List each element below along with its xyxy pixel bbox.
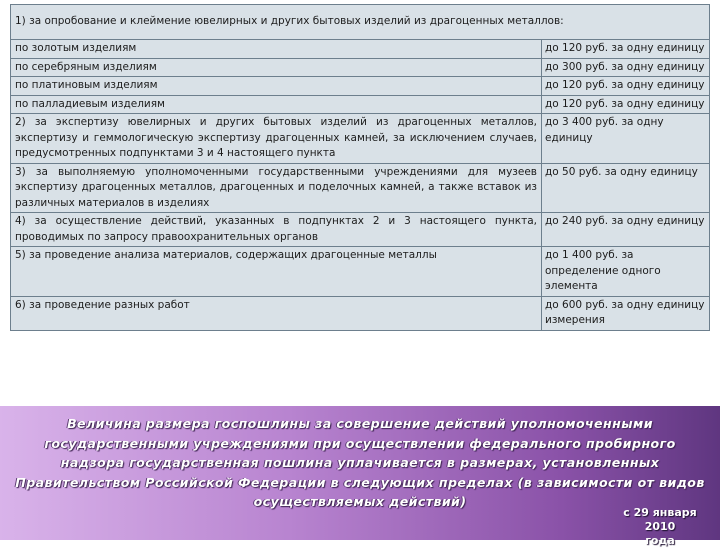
service-cell: 6) за проведение разных работ <box>11 296 542 330</box>
table-row <box>11 163 710 213</box>
service-cell: 4) за осуществление действий, указанных в подпунктах 2 и 3 настоящего пункта, проводимых по запросу правоохранительных органов <box>11 213 542 247</box>
table-row <box>11 40 710 59</box>
fee-cell: до 50 руб. за одну единицу <box>542 163 710 213</box>
date-badge-line-2: года <box>645 534 675 547</box>
table-row <box>11 58 710 77</box>
banner-text: Величина размера госпошлины за совершение действий уполномоченными государственными учреждениями при осуществлении федерального пробирного надзора государственная пошлина уплачивается в размерах, установленных Правительством Российской Федерации в следующих пределах (в зависимости от видов осуществляемых действий) <box>15 416 705 509</box>
table-header-row <box>11 5 710 40</box>
fee-cell: до 120 руб. за одну единицу <box>542 95 710 114</box>
fee-cell: до 3 400 руб. за одну единицу <box>542 114 710 164</box>
date-badge-line-1: с 29 января 2010 <box>623 506 697 533</box>
fee-cell: до 600 руб. за одну единицу измерения <box>542 296 710 330</box>
service-cell: по золотым изделиям <box>11 40 542 59</box>
fee-cell: до 120 руб. за одну единицу <box>542 77 710 96</box>
table-row <box>11 296 710 330</box>
fee-table <box>10 4 710 331</box>
fee-table-container <box>10 4 709 331</box>
table-row <box>11 213 710 247</box>
fee-cell: до 120 руб. за одну единицу <box>542 40 710 59</box>
table-row <box>11 114 710 164</box>
service-cell: 3) за выполняемую уполномоченными государственными учреждениями для музеев экспертизу драгоценных металлов, драгоценных и поделочных камней, а также вставок из различных материалов в изделиях <box>11 163 542 213</box>
service-cell: по платиновым изделиям <box>11 77 542 96</box>
fee-cell: до 300 руб. за одну единицу <box>542 58 710 77</box>
table-row <box>11 247 710 297</box>
table-row <box>11 77 710 96</box>
service-cell: 2) за экспертизу ювелирных и других бытовых изделий из драгоценных металлов, экспертизу и геммологическую экспертизу драгоценных камней, за исключением случаев, предусмотренных подпунктами 3 и 4 настоящего пункта <box>11 114 542 164</box>
fee-cell: до 240 руб. за одну единицу <box>542 213 710 247</box>
table-header-cell: 1) за опробование и клеймение ювелирных и других бытовых изделий из драгоценных металлов: <box>11 5 710 40</box>
info-banner <box>0 406 720 547</box>
table-row <box>11 95 710 114</box>
fee-cell: до 1 400 руб. за определение одного элемента <box>542 247 710 297</box>
service-cell: 5) за проведение анализа материалов, содержащих драгоценные металлы <box>11 247 542 297</box>
service-cell: по серебряным изделиям <box>11 58 542 77</box>
date-badge <box>608 506 712 548</box>
service-cell: по палладиевым изделиям <box>11 95 542 114</box>
